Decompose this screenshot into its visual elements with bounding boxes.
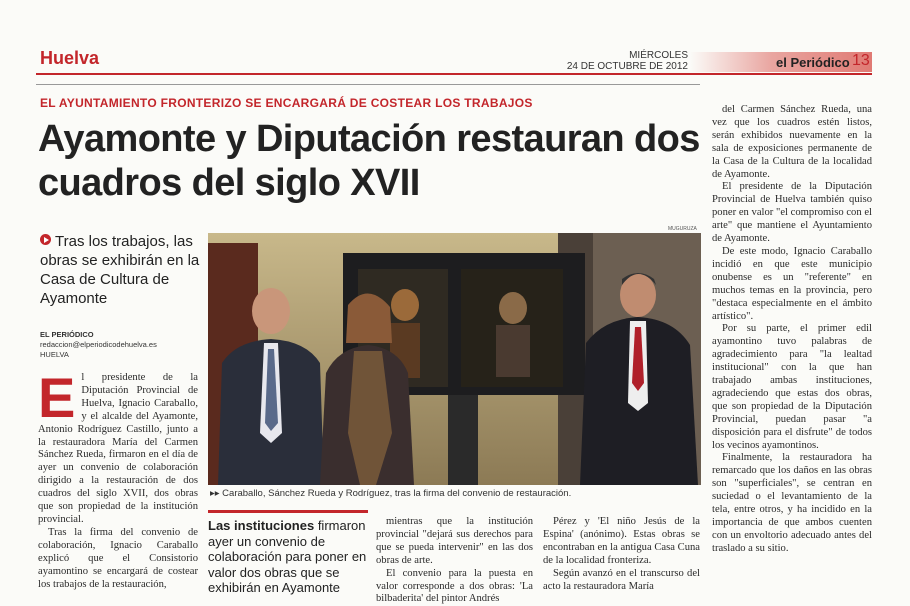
bullet-play-icon [40,234,51,245]
pullquote: Las instituciones firmaron ayer un convenio de colaboración para poner en valor dos obras que se exhibirán en Ayamonte [208,518,367,595]
paragraph: El presidente de la Diputación Provincial de Huelva, Ignacio Caraballo, y el alcalde del Ayamonte, Antonio Rodríguez Castillo, junto a la restauradora María del Carmen Sánchez Rueda, firmaron en el día de ayer un convenio de colaboración dirigido a la restauración de dos cuadros del siglo XVII, dos obras que son propiedad de la institución provincial. [38,366,198,525]
paragraph: Tras la firma del convenio de colaboración, Ignacio Caraballo explicó que el Consistorio ayamontino se encargará de costear los trabajos de la restauración, [38,526,198,590]
kicker: EL AYUNTAMIENTO FRONTERIZO SE ENCARGARÁ DE COSTEAR LOS TRABAJOS [40,96,533,110]
divider [36,84,700,85]
drop-cap: E [38,366,76,429]
paragraph: Finalmente, la restauradora ha remarcado que los daños en las obras son "superficiales", se centran en suciedad o el levantamiento de la tela, entre otros, y ha incidido en la importancia de que ambos cuenten con un envoltorio adecuado antes del traslado a su sitio. [712,452,872,554]
byline [40,330,157,360]
weekday: MIÉRCOLES [629,50,688,61]
paragraph: Según avanzó en el transcurso del acto la restauradora María [543,567,700,592]
article-column-1 [38,366,198,591]
teaser-text: Tras los trabajos, las obras se exhibirán en la Casa de Cultura de Ayamonte [40,233,200,307]
section-title: Huelva [40,48,100,68]
byline-place: HUELVA [40,350,69,359]
pullquote-rule [208,510,368,513]
photo-caption: ▸▸ Caraballo, Sánchez Rueda y Rodríguez, tras la firma del convenio de restauración. [210,488,572,499]
byline-source: EL PERIÓDICO [40,330,94,339]
paragraph: Pérez y 'El niño Jesús de la Espina' (anónimo). Estas obras se encontraban en la antigua Casa Cuna de la localidad fronteriza. [543,516,700,566]
article-column-4 [712,104,872,556]
article-column-2 [376,516,533,606]
header-rule [36,73,872,75]
issue-date [560,50,688,72]
headline: Ayamonte y Diputación restauran dos cuadros del siglo XVII [38,118,700,204]
article-photo [208,233,701,485]
page-number: 13 [852,52,870,69]
photo-credit: MUGURUZA [668,226,697,232]
newspaper-logo: el Periódico [776,55,850,70]
photo-scene [208,233,701,485]
article-column-3 [543,516,700,593]
paragraph: del Carmen Sánchez Rueda, una vez que los cuadros estén listos, serán exhibidos nuevamente en la sala de exposiciones permanente de la Casa de la Cultura de la localidad de Ayamonte. [712,104,872,180]
paragraph: mientras que la institución provincial "dejará sus derechos para que se pueda intervenir" en las dos obras de arte. [376,516,533,566]
byline-email[interactable]: redaccion@elperiodicodehuelva.es [40,340,157,349]
teaser [40,232,200,308]
paragraph: Por su parte, el primer edil ayamontino tuvo palabras de agradecimiento para "la lealtad institucional" con la que han trabajado ambas instituciones, agradeciendo que estas dos obras, que son propiedad de la Diputación Provincial, puedan pasar "a disposición para el disfrute" de todos los vecinos ayamontinos. [712,323,872,451]
paragraph: El presidente de la Diputación Provincial de Huelva también quiso poner en valor "el compromiso con el arte" que mantiene el Ayuntamiento de Ayamonte. [712,181,872,245]
paragraph: El convenio para la puesta en valor corresponde a dos obras: 'La bilbaderita' del pintor Andrés [376,567,533,605]
date: 24 DE OCTUBRE DE 2012 [566,61,688,72]
paragraph: De este modo, Ignacio Caraballo incidió en que este municipio onubense es un "referente" en muchos temas en la provincia, pero "destaca especialmente en el ámbito artístico". [712,245,872,322]
